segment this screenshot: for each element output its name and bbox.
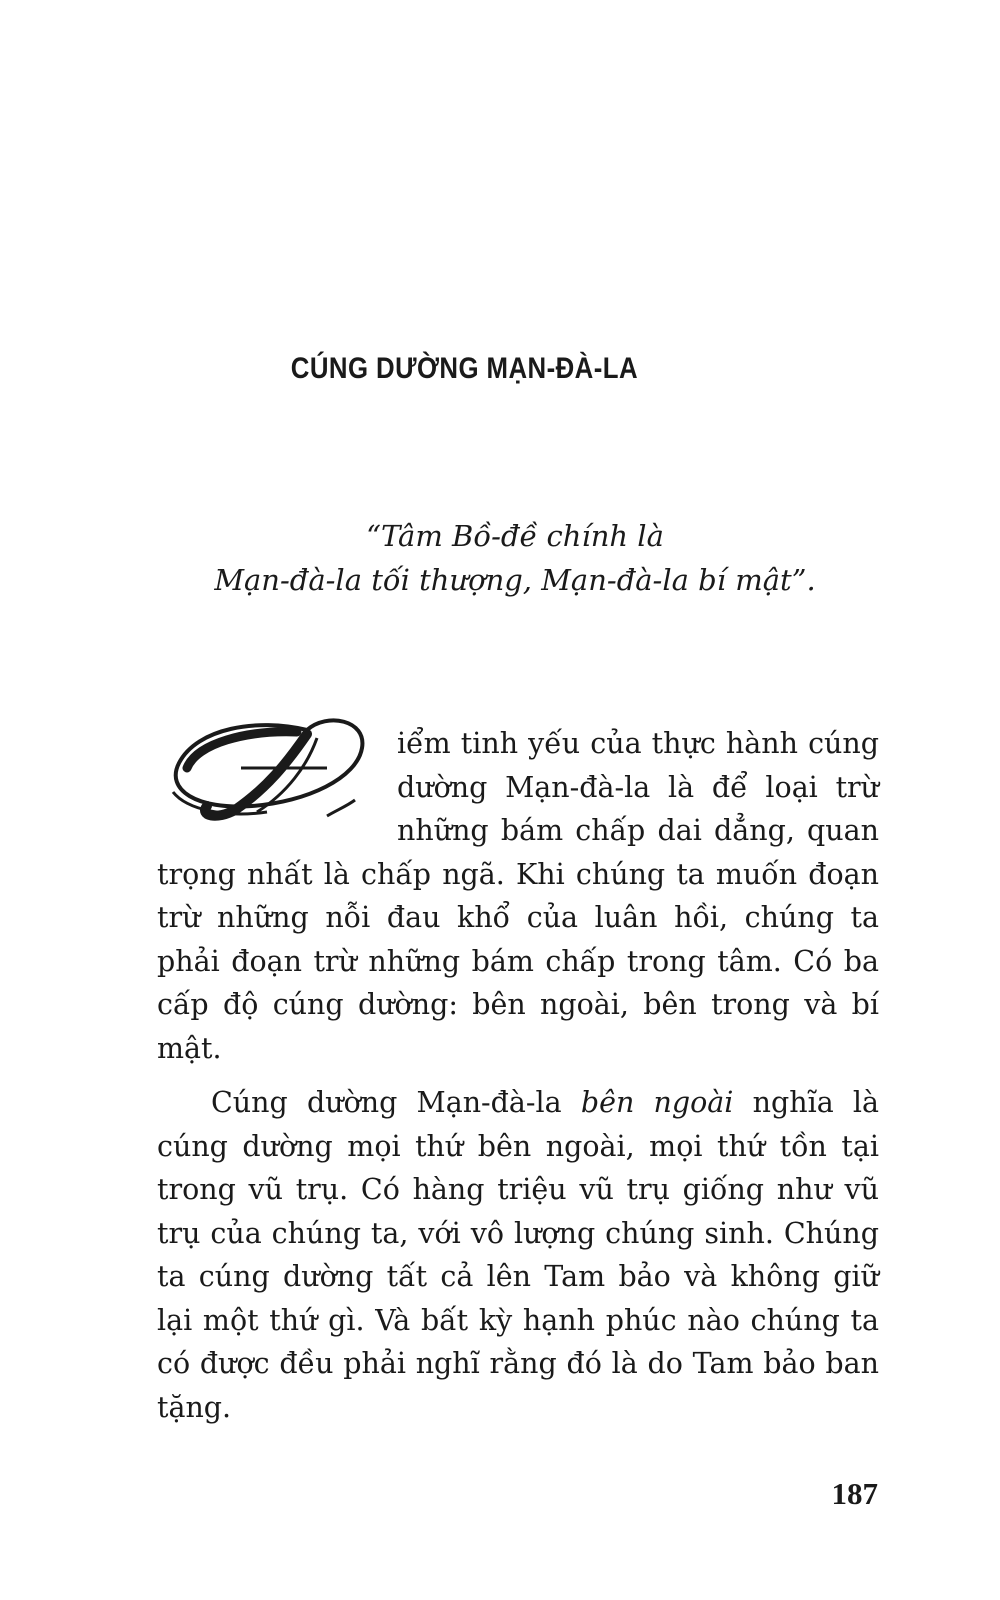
paragraph-2-emphasis: bên ngoài	[580, 1086, 734, 1119]
drop-cap-letter: Đ	[157, 708, 158, 709]
epigraph-line-1: “Tâm Bồ-đề chính là	[366, 519, 664, 553]
chapter-title: CÚNG DƯỜNG MẠN-ĐÀ-LA	[290, 352, 639, 385]
drop-cap-ornament-icon	[157, 708, 395, 838]
epigraph-line-2: Mạn-đà-la tối thượng, Mạn-đà-la bí mật”.	[214, 563, 816, 597]
paragraph-2-text-end: nghĩa là cúng dường mọi thứ bên ngoài, mọi thứ tồn tại trong vũ trụ. Có hàng triệu vũ trụ giống như vũ trụ của chúng ta, với vô lượng chúng sinh. Chúng ta cúng dường tất cả lên Tam bảo và không giữ lại một thứ gì. Và bất kỳ hạnh phúc nào chúng ta có được đều phải nghĩ rằng đó là do Tam bảo ban tặng.	[157, 1086, 879, 1424]
paragraph-1	[157, 708, 879, 1070]
epigraph	[120, 514, 910, 602]
paragraph-2-text-start: Cúng dường Mạn-đà-la	[211, 1086, 581, 1119]
drop-cap	[157, 708, 395, 813]
paragraph-1-text: iểm tinh yếu của thực hành cúng dường Mạn-đà-la là để loại trừ những bám chấp dai dẳng, quan trọng nhất là chấp ngã. Khi chúng ta muốn đoạn trừ những nỗi đau khổ của luân hồi, chúng ta phải đoạn trừ những bám chấp trong tâm. Có ba cấp độ cúng dường: bên ngoài, bên trong và bí mật.	[157, 727, 879, 1065]
body-text	[157, 708, 879, 1429]
paragraph-2	[157, 1081, 879, 1429]
page-number: 187	[831, 1476, 878, 1511]
